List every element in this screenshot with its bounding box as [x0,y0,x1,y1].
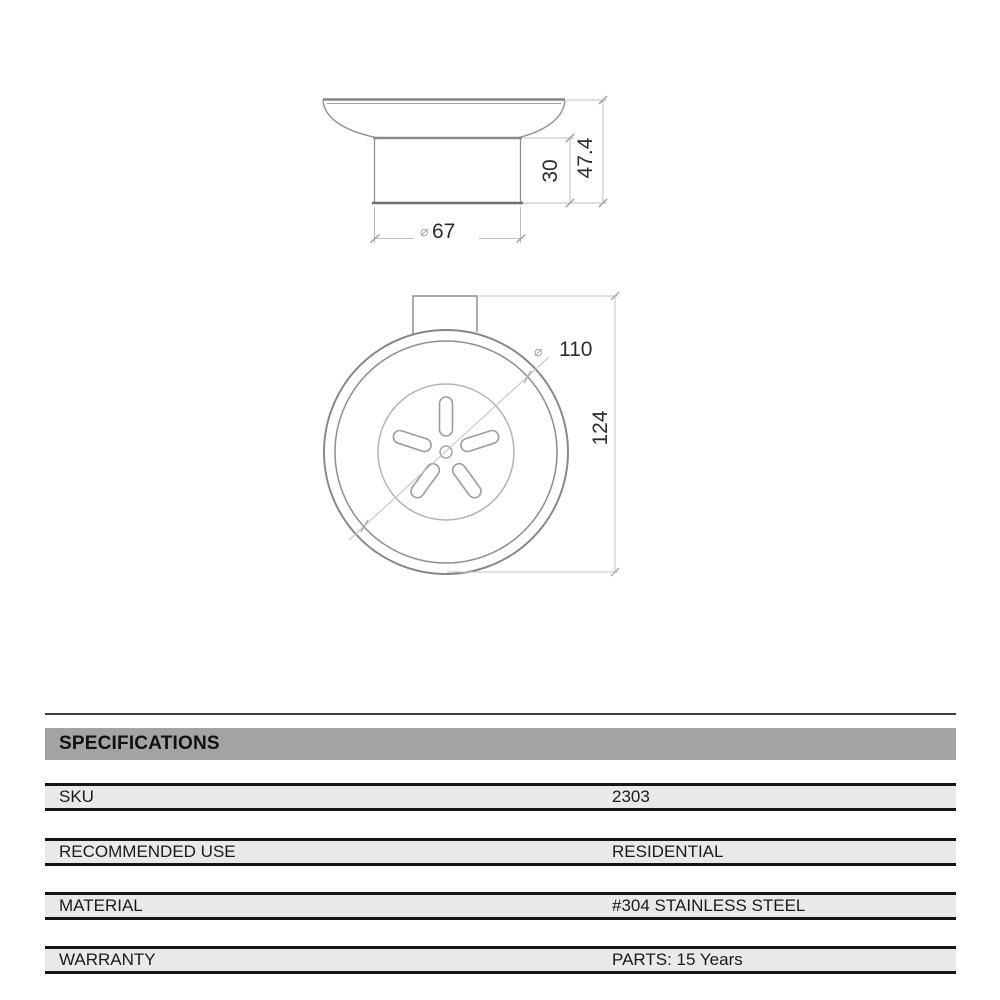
base-diameter-label: 67 [432,220,456,243]
specifications-title: SPECIFICATIONS [59,733,220,754]
drain-slot [450,461,483,500]
outer-rim-circle [324,330,568,574]
face-diameter-label: 110 [559,338,593,361]
row-value: RESIDENTIAL [612,842,724,861]
diameter-symbol: ⌀ [534,343,543,359]
row-value: PARTS: 15 Years [612,950,743,969]
table-row-recommended-use [45,838,956,866]
overall-height-label: 124 [589,410,612,446]
row-value: #304 STAINLESS STEEL [612,896,806,915]
drain-slots [392,397,501,500]
drain-slot [392,429,433,453]
table-row-warranty [45,946,956,974]
dish-right-curve [519,100,565,138]
front-view-drawing [324,292,619,576]
specifications-header [45,728,956,760]
table-top-rule [45,713,956,715]
row-label: SKU [59,787,94,806]
diameter-symbol: ⌀ [420,223,429,239]
dish-recess-circle [378,384,514,520]
drain-slot [459,429,500,453]
dish-left-curve [323,100,376,138]
row-label: MATERIAL [59,896,143,915]
side-view-drawing [323,96,607,243]
row-value: 2303 [612,787,650,806]
row-label: RECOMMENDED USE [59,842,236,861]
table-row-sku [45,783,956,811]
row-label: WARRANTY [59,950,156,969]
drain-slot [440,397,453,436]
total-height-label: 47.4 [574,137,597,179]
inner-rim-circle [335,341,557,563]
table-row-material [45,892,956,920]
base-height-label: 30 [539,159,562,183]
